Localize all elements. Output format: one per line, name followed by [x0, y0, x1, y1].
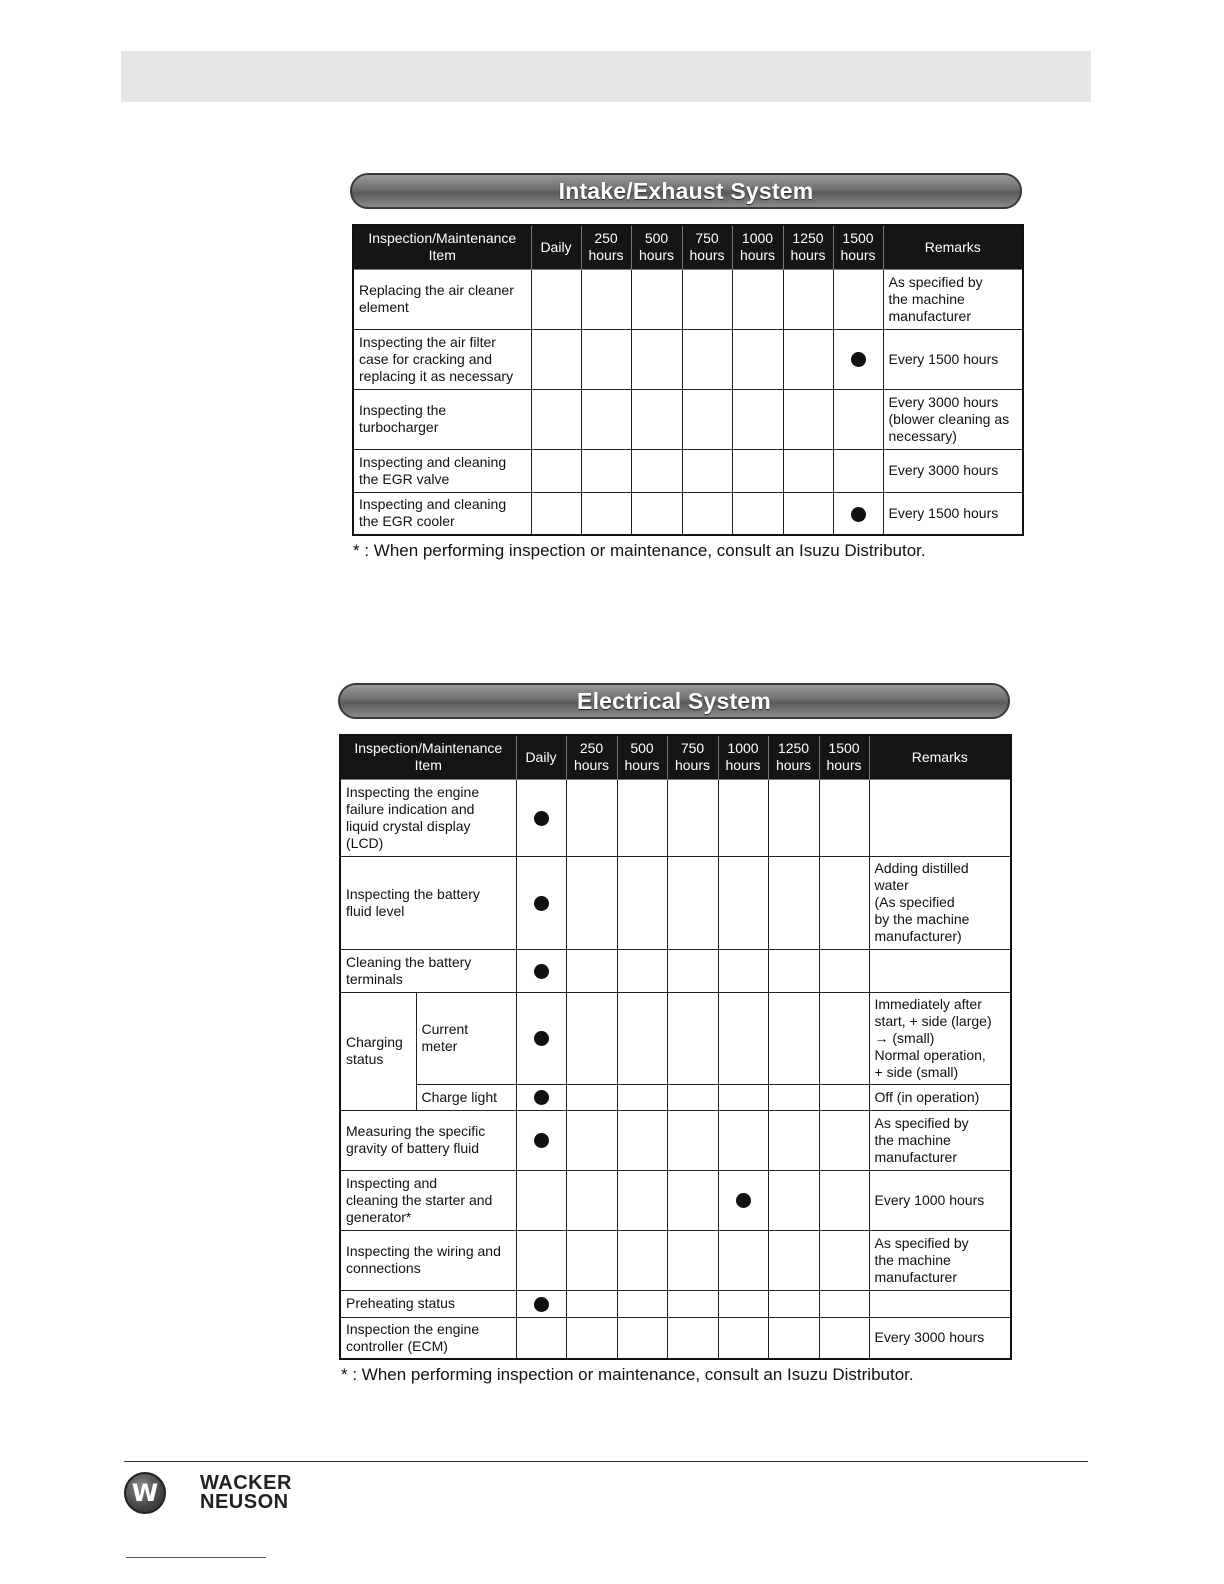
schedule-cell-750: [682, 389, 732, 449]
header-remarks: Remarks: [869, 735, 1011, 779]
schedule-cell-1000: [718, 1290, 768, 1317]
schedule-cell-500: [617, 1317, 667, 1359]
schedule-cell-250: [566, 779, 617, 856]
schedule-cell-1000: [718, 992, 768, 1084]
header-500: 500 hours: [617, 735, 667, 779]
schedule-cell-1000: [732, 329, 783, 389]
schedule-cell-500: [631, 329, 682, 389]
schedule-cell-750: [667, 992, 718, 1084]
logo-letter: W: [131, 1479, 159, 1507]
header-1250: 1250 hours: [768, 735, 819, 779]
schedule-dot-icon: [534, 1031, 549, 1046]
row-remarks: Off (in operation): [869, 1084, 1011, 1110]
row-remarks: Every 1500 hours: [883, 329, 1023, 389]
table-row: [340, 992, 1011, 1084]
row-remarks: Every 3000 hours (blower cleaning as necessary): [883, 389, 1023, 449]
brand-wordmark: WACKER NEUSON: [200, 1472, 292, 1513]
electrical-table: [339, 734, 1012, 1360]
schedule-cell-1000: [718, 949, 768, 992]
schedule-cell-1250: [768, 1084, 819, 1110]
row-item: Measuring the specific gravity of battery fluid: [340, 1110, 516, 1170]
table-row: [340, 1230, 1011, 1290]
schedule-cell-daily: [531, 269, 581, 329]
row-remarks: [869, 949, 1011, 992]
schedule-cell-1250: [768, 1317, 819, 1359]
table-row: [340, 1290, 1011, 1317]
row-item: Inspecting the air filter case for cracking and replacing it as necessary: [353, 329, 531, 389]
header-daily: Daily: [531, 225, 581, 269]
schedule-cell-1500: [819, 1290, 869, 1317]
schedule-cell-1000: [718, 1230, 768, 1290]
schedule-cell-250: [581, 492, 631, 535]
schedule-cell-250: [566, 1290, 617, 1317]
schedule-cell-750: [667, 1230, 718, 1290]
schedule-cell-500: [631, 389, 682, 449]
schedule-cell-1000: [718, 856, 768, 949]
schedule-cell-1500: [833, 269, 883, 329]
schedule-cell-500: [617, 1170, 667, 1230]
schedule-cell-1250: [768, 856, 819, 949]
schedule-cell-daily: [516, 1230, 566, 1290]
table-row: [340, 779, 1011, 856]
schedule-cell-1250: [768, 992, 819, 1084]
schedule-cell-500: [631, 492, 682, 535]
schedule-cell-750: [667, 1110, 718, 1170]
schedule-cell-1250: [768, 1170, 819, 1230]
schedule-cell-750: [682, 269, 732, 329]
schedule-cell-1500: [833, 329, 883, 389]
table-row: [353, 389, 1023, 449]
schedule-cell-daily: [531, 492, 581, 535]
schedule-cell-750: [667, 1317, 718, 1359]
schedule-dot-icon: [534, 1090, 549, 1105]
row-item: Current meter: [416, 992, 516, 1084]
schedule-cell-250: [581, 449, 631, 492]
row-remarks: Every 1500 hours: [883, 492, 1023, 535]
header-row: [340, 735, 1011, 779]
schedule-cell-daily: [516, 1084, 566, 1110]
schedule-dot-icon: [534, 964, 549, 979]
schedule-cell-750: [667, 1290, 718, 1317]
schedule-cell-750: [667, 856, 718, 949]
schedule-cell-1250: [783, 449, 833, 492]
schedule-dot-icon: [736, 1193, 751, 1208]
schedule-cell-250: [581, 269, 631, 329]
table-row: [340, 1084, 1011, 1110]
schedule-cell-1500: [833, 492, 883, 535]
schedule-cell-1250: [783, 389, 833, 449]
row-remarks: Every 3000 hours: [883, 449, 1023, 492]
schedule-cell-1000: [732, 492, 783, 535]
header-1250: 1250 hours: [783, 225, 833, 269]
schedule-cell-1500: [819, 1084, 869, 1110]
schedule-cell-500: [617, 1230, 667, 1290]
intake-exhaust-title: Intake/Exhaust System: [350, 173, 1022, 209]
table-row: [353, 329, 1023, 389]
row-item: Inspecting and cleaning the starter and generator*: [340, 1170, 516, 1230]
schedule-cell-750: [667, 949, 718, 992]
intake-exhaust-table: [352, 224, 1024, 536]
header-1000: 1000 hours: [718, 735, 768, 779]
schedule-cell-daily: [516, 992, 566, 1084]
table-row: [353, 269, 1023, 329]
schedule-cell-500: [631, 269, 682, 329]
schedule-cell-250: [581, 389, 631, 449]
table-row: [353, 492, 1023, 535]
schedule-cell-500: [617, 949, 667, 992]
header-250: 250 hours: [566, 735, 617, 779]
header-1500: 1500 hours: [819, 735, 869, 779]
electrical-footnote: * : When performing inspection or maintenance, consult an Isuzu Distributor.: [341, 1365, 914, 1384]
schedule-cell-1250: [768, 1290, 819, 1317]
schedule-cell-1500: [833, 389, 883, 449]
schedule-cell-250: [566, 1084, 617, 1110]
schedule-cell-750: [682, 329, 732, 389]
schedule-cell-1000: [732, 389, 783, 449]
footer-rule: [124, 1461, 1088, 1462]
schedule-cell-daily: [531, 449, 581, 492]
header-daily: Daily: [516, 735, 566, 779]
schedule-cell-1250: [783, 269, 833, 329]
schedule-cell-1500: [819, 992, 869, 1084]
schedule-cell-daily: [516, 1170, 566, 1230]
row-item: Inspecting the turbocharger: [353, 389, 531, 449]
wacker-neuson-logo-icon: [124, 1472, 166, 1514]
header-item: Inspection/Maintenance Item: [353, 225, 531, 269]
schedule-dot-icon: [534, 1133, 549, 1148]
header-500: 500 hours: [631, 225, 682, 269]
header-250: 250 hours: [581, 225, 631, 269]
schedule-cell-1250: [783, 329, 833, 389]
schedule-cell-1500: [819, 949, 869, 992]
schedule-cell-1000: [718, 779, 768, 856]
schedule-cell-1000: [732, 269, 783, 329]
schedule-cell-1000: [718, 1170, 768, 1230]
schedule-cell-1250: [768, 1230, 819, 1290]
schedule-cell-750: [667, 1084, 718, 1110]
schedule-cell-750: [667, 1170, 718, 1230]
schedule-cell-daily: [516, 1290, 566, 1317]
row-remarks: As specified by the machine manufacturer: [869, 1110, 1011, 1170]
table-row: [340, 1170, 1011, 1230]
schedule-dot-icon: [534, 811, 549, 826]
row-item: Inspecting and cleaning the EGR cooler: [353, 492, 531, 535]
intake-footnote: * : When performing inspection or maintenance, consult an Isuzu Distributor.: [353, 541, 926, 560]
row-remarks: Adding distilled water (As specified by the machine manufacturer): [869, 856, 1011, 949]
row-item: Inspecting the engine failure indication and liquid crystal display (LCD): [340, 779, 516, 856]
schedule-cell-500: [617, 779, 667, 856]
schedule-cell-750: [682, 449, 732, 492]
schedule-cell-250: [566, 949, 617, 992]
header-750: 750 hours: [682, 225, 732, 269]
schedule-cell-1000: [718, 1084, 768, 1110]
row-item: Cleaning the battery terminals: [340, 949, 516, 992]
electrical-title: Electrical System: [338, 683, 1010, 719]
schedule-cell-daily: [531, 389, 581, 449]
table-row: [340, 1317, 1011, 1359]
row-item: Charge light: [416, 1084, 516, 1110]
row-item: Inspecting the wiring and connections: [340, 1230, 516, 1290]
row-remarks: [869, 779, 1011, 856]
table-row: [340, 856, 1011, 949]
header-1500: 1500 hours: [833, 225, 883, 269]
schedule-cell-750: [682, 492, 732, 535]
row-group-label: Charging status: [340, 992, 416, 1110]
row-remarks: As specified by the machine manufacturer: [869, 1230, 1011, 1290]
footer-link-underline[interactable]: [126, 1557, 266, 1558]
schedule-dot-icon: [534, 1297, 549, 1312]
schedule-cell-250: [566, 1110, 617, 1170]
schedule-dot-icon: [851, 507, 866, 522]
schedule-cell-250: [566, 1317, 617, 1359]
header-remarks: Remarks: [883, 225, 1023, 269]
schedule-cell-1500: [819, 1170, 869, 1230]
schedule-cell-1500: [819, 856, 869, 949]
schedule-cell-daily: [516, 779, 566, 856]
header-1000: 1000 hours: [732, 225, 783, 269]
schedule-cell-daily: [516, 856, 566, 949]
row-item: Preheating status: [340, 1290, 516, 1317]
row-item: Inspecting and cleaning the EGR valve: [353, 449, 531, 492]
schedule-cell-1250: [768, 779, 819, 856]
schedule-cell-1500: [819, 779, 869, 856]
schedule-cell-250: [566, 856, 617, 949]
header-row: [353, 225, 1023, 269]
schedule-cell-250: [566, 992, 617, 1084]
table-row: [340, 949, 1011, 992]
header-band: [121, 51, 1091, 102]
schedule-cell-750: [667, 779, 718, 856]
schedule-cell-1500: [819, 1110, 869, 1170]
row-remarks: Immediately after start, + side (large) → (small) Normal operation, + side (small): [869, 992, 1011, 1084]
row-remarks: Every 1000 hours: [869, 1170, 1011, 1230]
header-item: Inspection/Maintenance Item: [340, 735, 516, 779]
schedule-cell-250: [566, 1170, 617, 1230]
schedule-cell-daily: [531, 329, 581, 389]
schedule-dot-icon: [851, 352, 866, 367]
row-remarks: [869, 1290, 1011, 1317]
schedule-cell-250: [581, 329, 631, 389]
schedule-dot-icon: [534, 896, 549, 911]
row-remarks: Every 3000 hours: [869, 1317, 1011, 1359]
schedule-cell-daily: [516, 1317, 566, 1359]
schedule-cell-500: [617, 1290, 667, 1317]
schedule-cell-250: [566, 1230, 617, 1290]
row-item: Replacing the air cleaner element: [353, 269, 531, 329]
header-750: 750 hours: [667, 735, 718, 779]
schedule-cell-500: [617, 992, 667, 1084]
schedule-cell-500: [617, 1084, 667, 1110]
schedule-cell-daily: [516, 949, 566, 992]
row-item: Inspecting the battery fluid level: [340, 856, 516, 949]
schedule-cell-1500: [819, 1317, 869, 1359]
schedule-cell-1000: [718, 1110, 768, 1170]
schedule-cell-500: [631, 449, 682, 492]
table-row: [340, 1110, 1011, 1170]
schedule-cell-1500: [833, 449, 883, 492]
row-remarks: As specified by the machine manufacturer: [883, 269, 1023, 329]
row-item: Inspection the engine controller (ECM): [340, 1317, 516, 1359]
schedule-cell-1000: [718, 1317, 768, 1359]
schedule-cell-1250: [783, 492, 833, 535]
schedule-cell-1500: [819, 1230, 869, 1290]
table-row: [353, 449, 1023, 492]
schedule-cell-1000: [732, 449, 783, 492]
schedule-cell-daily: [516, 1110, 566, 1170]
schedule-cell-500: [617, 1110, 667, 1170]
schedule-cell-1250: [768, 1110, 819, 1170]
schedule-cell-500: [617, 856, 667, 949]
schedule-cell-1250: [768, 949, 819, 992]
